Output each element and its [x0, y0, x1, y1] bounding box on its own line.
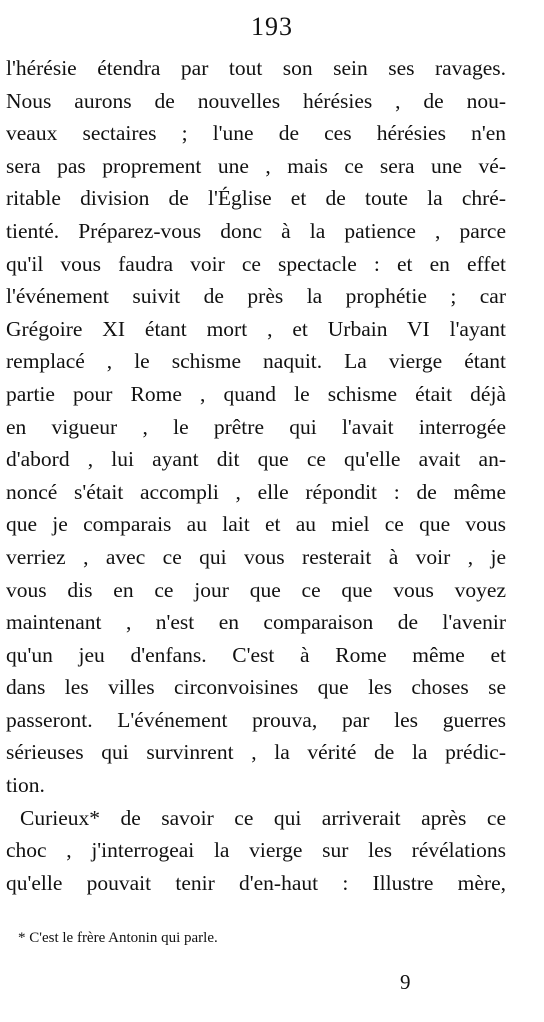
text-line: qu'il vous faudra voir ce spectacle : et en effet — [6, 251, 506, 276]
text-line: qu'un jeu d'enfans. C'est à Rome même et — [6, 642, 506, 667]
footnote: * C'est le frère Antonin qui parle. — [18, 930, 218, 946]
text-line: Curieux* de savoir ce qui arriverait après ce — [20, 805, 506, 830]
text-line: partie pour Rome , quand le schisme était déjà — [6, 381, 506, 406]
text-line: vous dis en ce jour que ce que vous voyez — [6, 577, 506, 602]
text-line: l'événement suivit de près la prophétie ; car — [6, 284, 506, 309]
text-line: choc , j'interrogeai la vierge sur les révélations — [6, 838, 506, 863]
text-line: sera pas proprement une , mais ce sera une vé- — [6, 153, 506, 178]
text-line: noncé s'était accompli , elle répondit : de même — [6, 479, 506, 504]
text-line: maintenant , n'est en comparaison de l'avenir — [6, 610, 506, 635]
text-line: sérieuses qui survinrent , la vérité de la prédic- — [6, 740, 506, 765]
body-text — [6, 52, 506, 899]
text-line: qu'elle pouvait tenir d'en-haut : Illustre mère, — [6, 870, 506, 895]
page-number: 193 — [251, 12, 293, 41]
text-line: tion. — [6, 773, 45, 798]
text-line: en vigueur , le prêtre qui l'avait interrogée — [6, 414, 506, 439]
signature-mark: 9 — [400, 970, 411, 994]
text-line: l'hérésie étendra par tout son sein ses ravages. — [6, 56, 506, 80]
text-line: ritable division de l'Église et de toute la chré- — [6, 186, 506, 211]
text-line: Grégoire XI étant mort , et Urbain VI l'ayant — [6, 316, 506, 341]
text-line: verriez , avec ce qui vous resterait à voir , je — [6, 544, 506, 569]
text-line: Nous aurons de nouvelles hérésies , de nou- — [6, 88, 506, 113]
text-line: veaux sectaires ; l'une de ces hérésies n'en — [6, 121, 506, 146]
text-line: remplacé , le schisme naquit. La vierge étant — [6, 349, 506, 374]
text-line: que je comparais au lait et au miel ce que vous — [6, 512, 506, 537]
text-line: passeront. L'événement prouva, par les guerres — [6, 707, 506, 732]
text-line: tienté. Préparez-vous donc à la patience , parce — [6, 218, 506, 243]
text-line: dans les villes circonvoisines que les choses se — [6, 675, 506, 700]
text-line: d'abord , lui ayant dit que ce qu'elle avait an- — [6, 447, 506, 472]
